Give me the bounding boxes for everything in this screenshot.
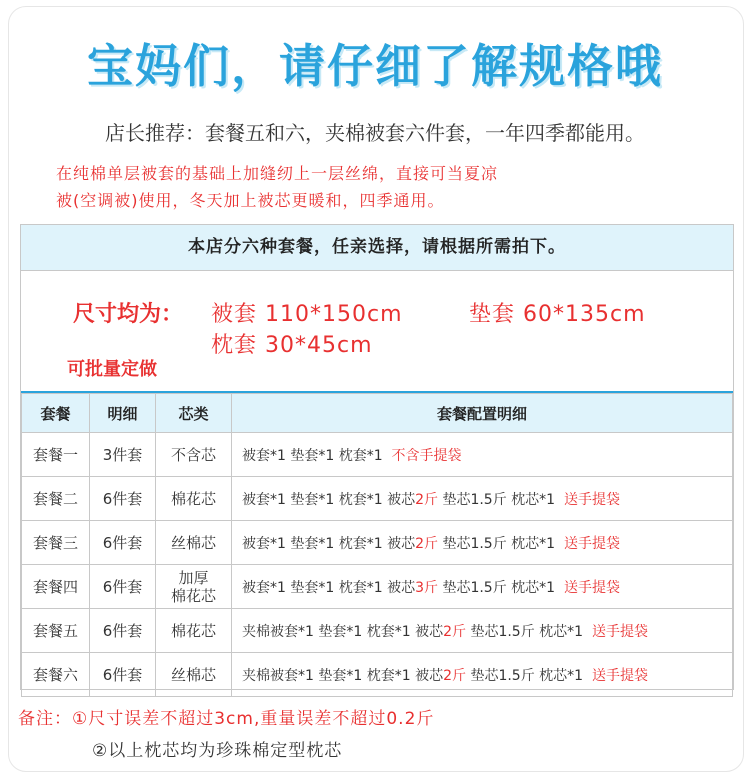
core-line: 棉花芯 bbox=[170, 586, 216, 605]
package-detail bbox=[232, 653, 733, 697]
detail-text: 垫芯1.5斤 枕芯*1 bbox=[466, 623, 584, 640]
batch-custom-text: 可批量定做 bbox=[67, 359, 157, 380]
package-name: 套餐四 bbox=[22, 565, 90, 609]
package-name: 套餐五 bbox=[22, 609, 90, 653]
table-header: 本店分六种套餐，任亲选择，请根据所需拍下。 bbox=[21, 225, 733, 271]
detail-text: 夹棉被套*1 垫套*1 枕套*1 被芯 bbox=[242, 667, 444, 684]
detail-text: 垫芯1.5斤 枕芯*1 bbox=[466, 667, 584, 684]
description-text bbox=[56, 160, 696, 214]
package-name: 套餐三 bbox=[22, 521, 90, 565]
column-header: 套餐配置明细 bbox=[232, 394, 733, 433]
gift-text: 送手提袋 bbox=[591, 623, 648, 640]
size-pillow: 枕套 30*45cm bbox=[211, 333, 373, 358]
note-line-1: 备注：①尺寸误差不超过3cm,重量误差不超过0.2斤 bbox=[18, 709, 435, 729]
detail-text: 垫芯1.5斤 枕芯*1 bbox=[438, 491, 556, 508]
detail-text: 垫芯1.5斤 枕芯*1 bbox=[438, 579, 556, 596]
detail-text: 被套*1 垫套*1 枕套*1 被芯 bbox=[242, 579, 416, 596]
package-table-box bbox=[20, 224, 734, 690]
core-line: 加厚 bbox=[178, 568, 209, 587]
detail-text: 被套*1 垫套*1 枕套*1 被芯 bbox=[242, 535, 416, 552]
detail-text: 被套*1 垫套*1 枕套*1 被芯 bbox=[242, 491, 416, 508]
table-row bbox=[22, 565, 733, 609]
quilt-weight: 3斤 bbox=[415, 579, 438, 596]
size-label: 尺寸均为： bbox=[73, 302, 184, 327]
detail-text: 垫芯1.5斤 枕芯*1 bbox=[438, 535, 556, 552]
package-core bbox=[156, 565, 232, 609]
description-line-1: 在纯棉单层被套的基础上加缝纫上一层丝绵，直接可当夏凉 bbox=[56, 164, 499, 183]
package-detail bbox=[232, 609, 733, 653]
quilt-weight: 2斤 bbox=[443, 667, 466, 684]
gift-text: 送手提袋 bbox=[591, 667, 648, 684]
package-name: 套餐二 bbox=[22, 477, 90, 521]
table-row bbox=[22, 653, 733, 697]
quilt-weight: 2斤 bbox=[415, 491, 438, 508]
detail-text: 被套*1 垫套*1 枕套*1 bbox=[242, 447, 383, 464]
size-pad: 垫套 60*135cm bbox=[469, 302, 646, 327]
table-row bbox=[22, 433, 733, 477]
package-count: 6件套 bbox=[90, 609, 156, 653]
package-detail bbox=[232, 521, 733, 565]
package-core: 丝棉芯 bbox=[156, 653, 232, 697]
gift-text: 不含手提袋 bbox=[391, 447, 462, 464]
gift-text: 送手提袋 bbox=[563, 579, 620, 596]
package-name: 套餐六 bbox=[22, 653, 90, 697]
package-name: 套餐一 bbox=[22, 433, 90, 477]
package-detail bbox=[232, 477, 733, 521]
table-row bbox=[22, 521, 733, 565]
package-count: 6件套 bbox=[90, 477, 156, 521]
gift-text: 送手提袋 bbox=[563, 491, 620, 508]
package-core: 丝棉芯 bbox=[156, 521, 232, 565]
column-header: 套餐 bbox=[22, 394, 90, 433]
description-line-2: 被(空调被)使用，冬天加上被芯更暖和，四季通用。 bbox=[56, 191, 445, 210]
table-row bbox=[22, 477, 733, 521]
recommendation-text: 店长推荐：套餐五和六，夹棉被套六件套，一年四季都能用。 bbox=[105, 121, 645, 145]
package-core: 棉花芯 bbox=[156, 609, 232, 653]
package-detail bbox=[232, 433, 733, 477]
detail-text: 夹棉被套*1 垫套*1 枕套*1 被芯 bbox=[242, 623, 444, 640]
package-core: 棉花芯 bbox=[156, 477, 232, 521]
size-quilt: 被套 110*150cm bbox=[211, 302, 403, 327]
quilt-weight: 2斤 bbox=[415, 535, 438, 552]
table-header-row bbox=[22, 394, 733, 433]
gift-text: 送手提袋 bbox=[563, 535, 620, 552]
package-detail bbox=[232, 565, 733, 609]
package-table bbox=[21, 393, 733, 697]
package-count: 6件套 bbox=[90, 565, 156, 609]
column-header: 明细 bbox=[90, 394, 156, 433]
package-core: 不含芯 bbox=[156, 433, 232, 477]
package-count: 6件套 bbox=[90, 521, 156, 565]
table-row bbox=[22, 609, 733, 653]
quilt-weight: 2斤 bbox=[443, 623, 466, 640]
package-count: 6件套 bbox=[90, 653, 156, 697]
page-title: 宝妈们，请仔细了解规格哦 bbox=[87, 39, 663, 93]
column-header: 芯类 bbox=[156, 394, 232, 433]
package-count: 3件套 bbox=[90, 433, 156, 477]
note-line-2: ②以上枕芯均为珍珠棉定型枕芯 bbox=[92, 741, 343, 761]
